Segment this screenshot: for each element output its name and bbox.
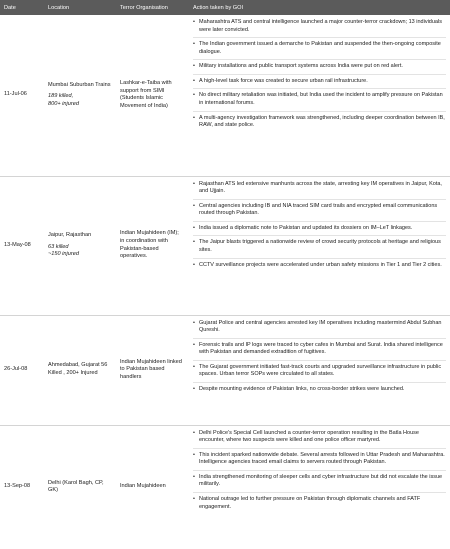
action-item: • Maharashtra ATS and central intelligence launched a major counter-terror crackdown; 13 individuals were later convicted. xyxy=(193,19,446,38)
header-terror-organisation: Terror Organisation xyxy=(116,0,189,15)
row-actions xyxy=(189,315,450,425)
action-item: • Military installations and public transport systems across India were put on red alert. xyxy=(193,63,446,75)
row-date: 11-Jul-06 xyxy=(0,15,44,176)
action-item: • Forensic trails and IP logs were traced to cyber cafes in Mumbai and Surat. India shared intelligence with Pakistan and demanded extradition of fugitives. xyxy=(193,342,446,361)
row-location xyxy=(44,176,116,315)
action-item: • Despite mounting evidence of Pakistan links, no cross-border strikes were launched. xyxy=(193,386,446,397)
organisation-text: Indian Mujahideen xyxy=(120,483,166,490)
casualty-killed: 63 killed xyxy=(48,243,69,250)
organisation-text: Lashkar-e-Taiba with support from SIMI (Students Islamic Movement of India) xyxy=(120,80,172,109)
action-item: • The Jaipur blasts triggered a nationwide review of crowd security protocols at heritage and religious sites. xyxy=(193,239,446,258)
location-place: Jaipur, Rajasthan xyxy=(48,232,92,239)
organisation-text: Indian Mujahideen linked to Pakistan based handlers xyxy=(120,358,182,380)
action-item: • A high-level task force was created to secure urban rail infrastructure. xyxy=(193,78,446,90)
table-row xyxy=(0,315,450,425)
action-item: • Gujarat Police and central agencies arrested key IM operatives including mastermind Abdul Subhan Qureshi. xyxy=(193,320,446,339)
location-place: Mumbai Suburban Trains xyxy=(48,81,111,88)
table-row xyxy=(0,425,450,549)
action-item: • Central agencies including IB and NIA traced SIM card trails and encrypted email communications routed through Pakistan. xyxy=(193,203,446,222)
table-row xyxy=(0,176,450,315)
action-item: • Delhi Police's Special Cell launched a counter-terror operation resulting in the Batla House encounter, where two suspects were killed and one police officer martyred. xyxy=(193,430,446,449)
action-item: • India issued a diplomatic note to Pakistan and updated its dossiers on IM–LeT linkages. xyxy=(193,225,446,237)
row-actions xyxy=(189,15,450,176)
action-item: • Rajasthan ATS led extensive manhunts across the state, arresting key IM operatives in Jaipur, Kota, and Ujjain. xyxy=(193,181,446,200)
action-list xyxy=(193,430,446,515)
action-item: • National outrage led to further pressure on Pakistan through diplomatic channels and FATF engagement. xyxy=(193,496,446,514)
header-date: Date xyxy=(0,0,44,15)
casualty-injured: ~150 injured xyxy=(48,251,79,258)
row-location xyxy=(44,425,116,549)
organisation-text: Indian Mujahideen (IM); xyxy=(120,230,179,237)
row-organisation xyxy=(116,15,189,176)
organisation-text: in coordination with Pakistan-based operatives. xyxy=(120,237,168,260)
action-item: • The Gujarat government initiated fast-track courts and upgraded surveillance infrastructure in public spaces. Urban terror SOPs were circulated to all states. xyxy=(193,364,446,383)
action-item: • A multi-agency investigation framework was strengthened, including deeper coordination between IB, RAW, and state police. xyxy=(193,115,446,133)
header-location: Location xyxy=(44,0,116,15)
action-item: • India strengthened monitoring of sleeper cells and cyber infrastructure but did not escalate the issue militarily. xyxy=(193,474,446,493)
location-place: Ahmedabad, Gujarat 56 Killed , 200+ Injured xyxy=(48,362,108,376)
location-place: Delhi (Karol Bagh, CP, GK) xyxy=(48,479,104,494)
casualty-injured: 800+ injured xyxy=(48,101,79,108)
row-organisation xyxy=(116,176,189,315)
row-location xyxy=(44,315,116,425)
action-item: • The Indian government issued a demarche to Pakistan and suspended the then-ongoing composite dialogue. xyxy=(193,41,446,60)
action-list xyxy=(193,19,446,133)
row-organisation xyxy=(116,425,189,549)
row-date: 13-Sep-08 xyxy=(4,483,31,490)
table-header xyxy=(0,0,450,15)
row-actions xyxy=(189,176,450,315)
row-organisation xyxy=(116,315,189,425)
action-list xyxy=(193,181,446,273)
action-item: • No direct military retaliation was initiated, but India used the incident to amplify pressure on Pakistan in international forums. xyxy=(193,92,446,111)
row-location xyxy=(44,15,116,176)
row-date: 13-May-08 xyxy=(0,176,44,315)
table-row xyxy=(0,15,450,176)
header-action-taken: Action taken by GOI xyxy=(189,0,450,15)
action-item: • CCTV surveillance projects were accelerated under urban safety missions in Tier 1 and Tier 2 cities. xyxy=(193,262,446,273)
casualty-killed: 189 killed, xyxy=(48,93,74,100)
action-list xyxy=(193,320,446,397)
action-item: • This incident sparked nationwide debate. Several arrests followed in Uttar Pradesh and Maharashtra. Intelligence agencies traced email claims to servers routed through Pakistan. xyxy=(193,452,446,471)
row-date: 26-Jul-08 xyxy=(0,315,44,425)
row-actions xyxy=(189,425,450,549)
table-body xyxy=(0,15,450,549)
